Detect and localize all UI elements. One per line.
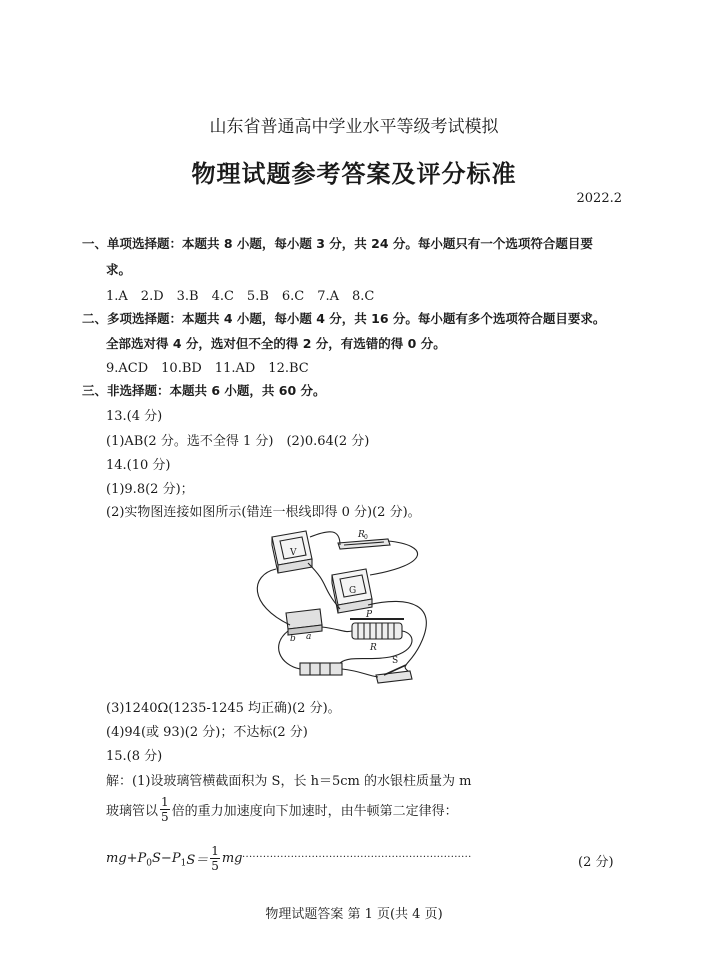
fraction-numerator: 1 [161,795,169,809]
q15-title: 15.(8 分) [106,749,163,764]
q15-equation [106,845,243,872]
q15-line-2b: 倍的重力加速度向下加速时，由牛顿第二定律得： [171,804,458,819]
section1-heading: 一、单项选择题：本题共 8 小题，每小题 3 分，共 24 分。每小题只有一个选项符合题目要 [82,236,593,251]
q15-line-2 [106,796,458,823]
label-b: b [290,634,296,644]
q13-answer: (1)AB(2 分。选不全得 1 分) (2)0.64(2 分) [106,434,370,449]
eq-fraction-denominator: 5 [211,859,219,873]
page-title: 物理试题参考答案及评分标准 [191,160,517,188]
page-footer: 物理试题答案 第 1 页(共 4 页) [265,907,443,922]
q14-title: 14.(10 分) [106,458,171,473]
q14-answer-1: (1)9.8(2 分)； [106,482,194,497]
date: 2022.2 [576,191,622,206]
section3-heading: 三、非选择题：本题共 6 小题，共 60 分。 [82,383,326,398]
label-r: R [370,643,377,653]
label-s: S [392,656,399,666]
section1-heading-cont: 求。 [106,262,132,277]
q15-line-2a: 玻璃管以 [106,804,159,819]
eq-equals: S＝ [186,853,209,868]
eq-fraction [210,845,220,872]
section2-heading-cont: 全部选对得 4 分，选对但不全的得 2 分，有选错的得 0 分。 [106,336,446,351]
q14-answer-4: (4)94(或 93)(2 分)；不达标(2 分) [106,725,308,740]
exam-name: 山东省普通高中学业水平等级考试模拟 [209,117,499,137]
label-a: a [306,632,312,642]
circuit-diagram [240,525,450,695]
section1-answers: 1.A 2.D 3.B 4.C 5.B 6.C 7.A 8.C [106,289,375,304]
label-voltmeter: V [290,548,297,558]
q14-answer-2: (2)实物图连接如图所示(错连一根线即得 0 分)(2 分)。 [106,505,421,520]
eq-left: mg+P [106,851,147,866]
label-galvanometer: G [349,586,357,596]
leader-dots: ·································································· [242,852,472,863]
eq-fraction-numerator: 1 [211,844,219,858]
eq-sub-1: 1 [180,858,187,869]
q13-title: 13.(4 分) [106,409,163,424]
eq-mid: S−P [152,851,181,866]
label-p: P [366,610,373,620]
section2-heading: 二、多项选择题：本题共 4 小题，每小题 4 分，共 16 分。每小题有多个选项符合题目要求。 [82,311,606,326]
fraction-denominator: 5 [161,810,169,824]
label-r0-sub: 0 [364,534,368,541]
eq-mg: mg [221,851,243,866]
eq-sub-0: 0 [146,858,153,869]
label-r0: R [358,530,365,540]
q15-line-1: 解：(1)设玻璃管横截面积为 S，长 h＝5cm 的水银柱质量为 m [106,774,472,789]
section2-answers: 9.ACD 10.BD 11.AD 12.BC [106,361,309,376]
score-label: (2 分) [578,855,614,870]
fraction-one-fifth [160,796,170,823]
q14-answer-3: (3)1240Ω(1235-1245 均正确)(2 分)。 [106,701,341,716]
